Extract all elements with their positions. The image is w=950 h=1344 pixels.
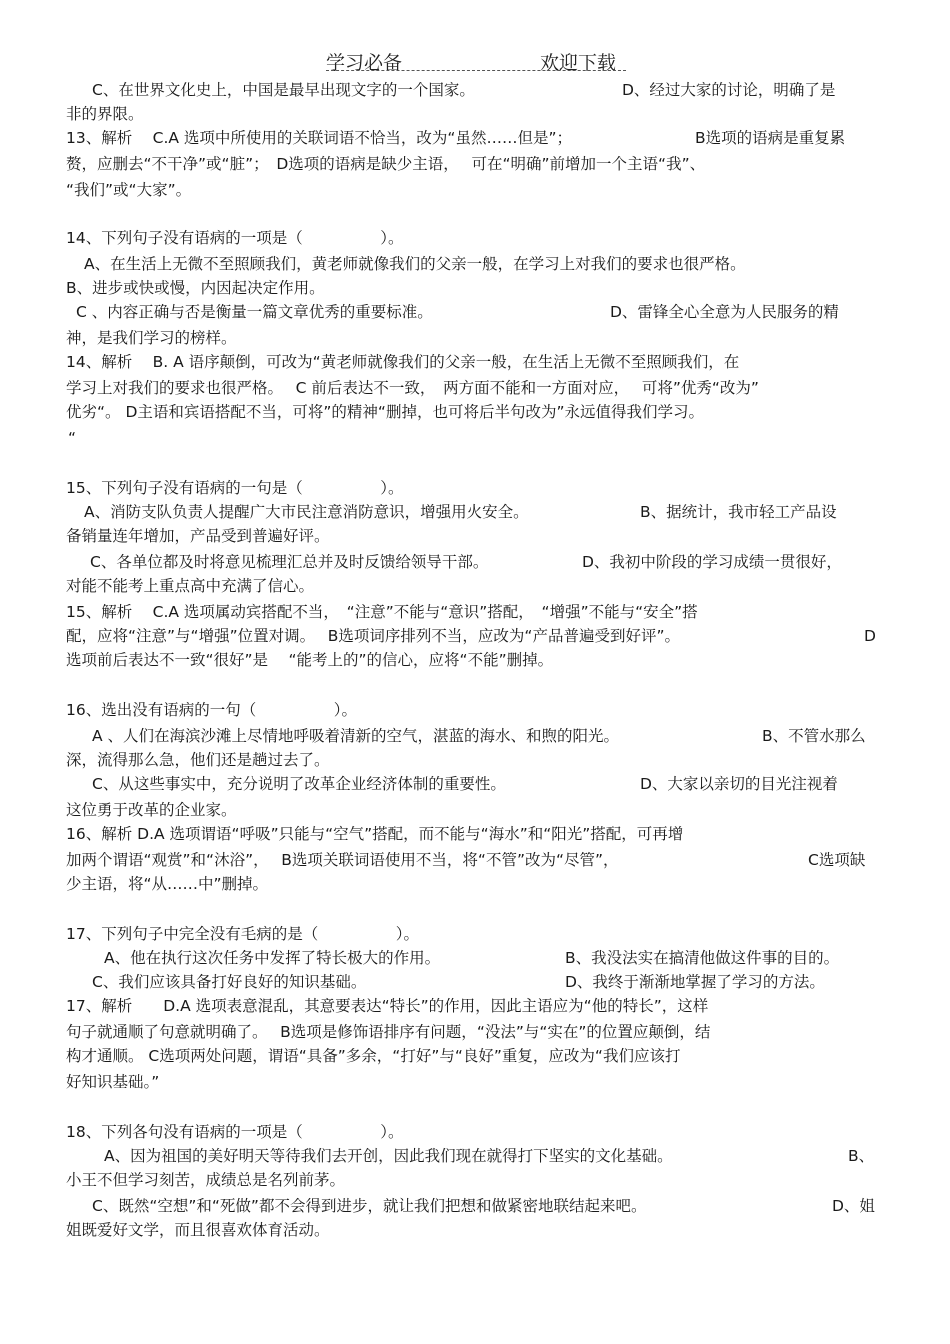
- text-line: 小王不但学习刻苦，成绩总是名列前茅。: [66, 1171, 346, 1189]
- question-14: 14、下列句子没有语病的一项是（ ）。: [66, 229, 404, 247]
- text-line: 优劣“。 D主语和宾语搭配不当，可将”的精神“删掉，也可将后半句改为”永远值得我们学习。: [66, 403, 704, 421]
- text-line: C、既然“空想”和“死做”都不会得到进步，就让我们把想和做紧密地联结起来吧。: [92, 1197, 647, 1215]
- text-line: 学习上对我们的要求也很严格。 C 前后表达不一致， 两方面不能和一方面对应， 可将”优秀“改为”: [66, 379, 759, 397]
- text-line: 16、解析 D.A 选项谓语“呼吸”只能与“空气”搭配，而不能与“海水”和“阳光”搭配，可再增: [66, 825, 684, 843]
- text-line: 非的界限。: [66, 105, 144, 123]
- text-line: 14、解析 B. A 语序颠倒，可改为“黄老师就像我们的父亲一般，在生活上无微不至照顾我们，在: [66, 353, 740, 371]
- text-line: D、姐: [832, 1197, 875, 1215]
- text-line: 13、解析 C.A 选项中所使用的关联词语不恰当，改为“虽然……但是”；: [66, 129, 572, 147]
- text-line: 这位勇于改革的企业家。: [66, 801, 237, 819]
- question-16: 16、选出没有语病的一句（ ）。: [66, 701, 357, 719]
- text-line: D、雷锋全心全意为人民服务的精: [610, 303, 839, 321]
- text-line: C、在世界文化史上，中国是最早出现文字的一个国家。: [92, 81, 475, 99]
- text-line: C选项缺: [808, 851, 866, 869]
- text-line: 选项前后表达不一致“很好”是 “能考上的”的信心，应将“不能”删掉。: [66, 651, 554, 669]
- text-line: D、我初中阶段的学习成绩一贯很好，: [582, 553, 842, 571]
- text-line: C 、内容正确与否是衡量一篇文章优秀的重要标准。: [76, 303, 433, 321]
- question-17: 17、下列句子中完全没有毛病的是（ ）。: [66, 925, 419, 943]
- text-line: A、他在执行这次任务中发挥了特长极大的作用。: [104, 949, 441, 967]
- text-line: 深，流得那么急，他们还是趟过去了。: [66, 751, 330, 769]
- text-line: 赘，应删去“不干净”或“脏”； D选项的语病是缺少主语， 可在“明确”前增加一个主语“我”、: [66, 155, 706, 173]
- text-line: 备销量连年增加，产品受到普遍好评。: [66, 527, 330, 545]
- text-line: B选项的语病是重复累: [695, 129, 846, 147]
- header-left-text: 学习必备: [326, 52, 403, 74]
- text-line: 好知识基础。”: [66, 1073, 160, 1091]
- text-line: C、各单位都及时将意见梳理汇总并及时反馈给领导干部。: [90, 553, 489, 571]
- text-line: A、在生活上无微不至照顾我们，黄老师就像我们的父亲一般，在学习上对我们的要求也很严格。: [84, 255, 746, 273]
- question-15: 15、下列句子没有语病的一句是（ ）。: [66, 479, 404, 497]
- header-right-text: 欢迎下载: [540, 52, 617, 74]
- text-line: 对能不能考上重点高中充满了信心。: [66, 577, 315, 595]
- text-line: “: [68, 429, 77, 447]
- text-line: 神，是我们学习的榜样。: [66, 329, 237, 347]
- text-line: “我们”或“大家”。: [66, 181, 192, 199]
- text-line: B、进步或快或慢，内因起决定作用。: [66, 279, 325, 297]
- text-line: 姐既爱好文学，而且很喜欢体育活动。: [66, 1221, 330, 1239]
- text-line: C、从这些事实中，充分说明了改革企业经济体制的重要性。: [92, 775, 506, 793]
- text-line: D、经过大家的讨论，明确了是: [622, 81, 836, 99]
- text-line: D、大家以亲切的目光注视着: [640, 775, 838, 793]
- text-line: C、我们应该具备打好良好的知识基础。: [92, 973, 367, 991]
- text-line: 15、解析 C.A 选项属动宾搭配不当， “注意”不能与“意识”搭配， “增强”不能与“安全”搭: [66, 603, 698, 621]
- text-line: B、我没法实在搞清他做这件事的目的。: [565, 949, 840, 967]
- text-line: B、据统计，我市轻工产品设: [640, 503, 837, 521]
- text-line: 构才通顺。 C选项两处问题，谓语“具备”多余，“打好”与“良好”重复，应改为“我们应该打: [66, 1047, 681, 1065]
- text-line: A、因为祖国的美好明天等待我们去开创，因此我们现在就得打下坚实的文化基础。: [104, 1147, 673, 1165]
- text-line: D: [864, 627, 876, 645]
- text-line: 17、解析 D.A 选项表意混乱，其意要表达“特长”的作用，因此主语应为“他的特长”，这样: [66, 997, 709, 1015]
- text-line: 加两个谓语“观赏”和“沐浴”， B选项关联词语使用不当，将“不管”改为“尽管”，: [66, 851, 619, 869]
- text-line: 句子就通顺了句意就明确了。 B选项是修饰语排序有问题，“没法”与“实在”的位置应颠倒，结: [66, 1023, 711, 1041]
- text-line: B、不管水那么: [762, 727, 866, 745]
- header-divider: [326, 70, 626, 71]
- text-line: A、消防支队负责人提醒广大市民注意消防意识，增强用火安全。: [84, 503, 529, 521]
- text-line: B、: [848, 1147, 875, 1165]
- text-line: D、我终于渐渐地掌握了学习的方法。: [565, 973, 825, 991]
- text-line: 少主语，将“从……中”删掉。: [66, 875, 269, 893]
- text-line: A 、人们在海滨沙滩上尽情地呼吸着清新的空气，湛蓝的海水、和煦的阳光。: [92, 727, 620, 745]
- text-line: 配，应将“注意”与“增强”位置对调。 B选项词序排列不当，应改为“产品普遍受到好评”。: [66, 627, 680, 645]
- question-18: 18、下列各句没有语病的一项是（ ）。: [66, 1123, 404, 1141]
